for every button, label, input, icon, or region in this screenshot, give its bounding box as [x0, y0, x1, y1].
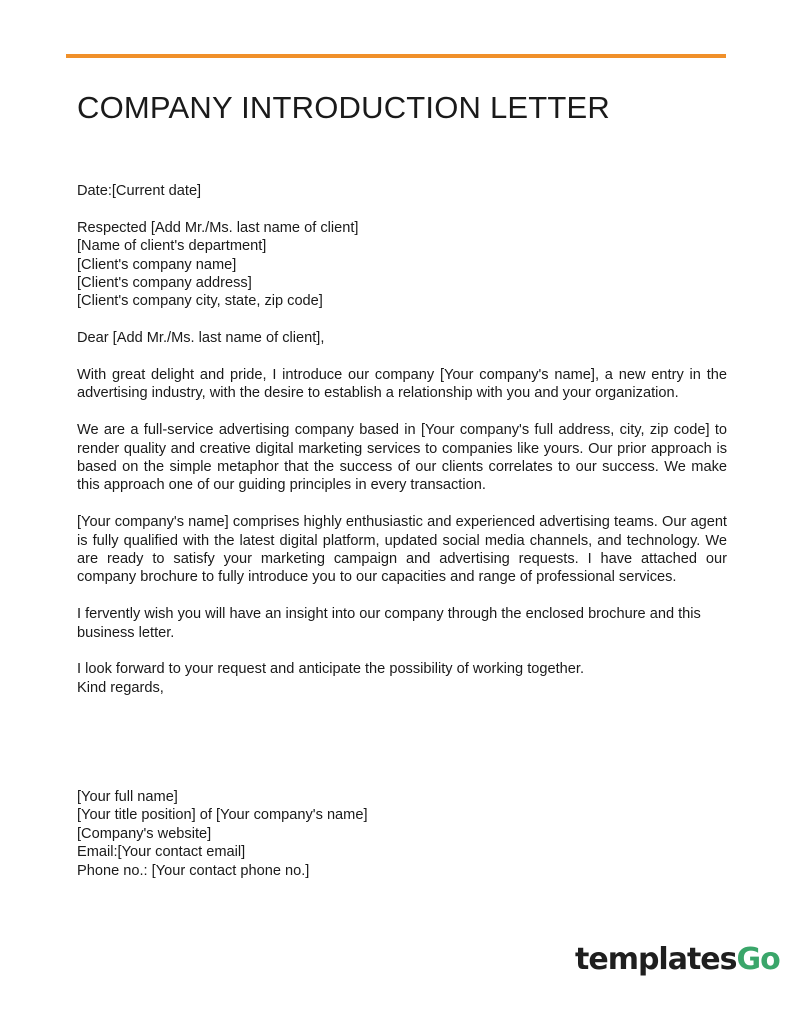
date-line: Date:[Current date] — [77, 183, 202, 199]
logo-text-go: Go — [736, 942, 780, 977]
sign-off: Kind regards, — [77, 679, 164, 696]
closing-line: I look forward to your request and anticipate the possibility of working together. — [77, 661, 585, 678]
signature-line: Email:[Your contact email] — [77, 844, 246, 861]
signature-line: [Your title position] of [Your company's name] — [77, 807, 368, 824]
closing-block — [77, 660, 727, 697]
signature-block — [77, 788, 368, 880]
logo-text-templates: templates — [575, 942, 737, 977]
recipient-line: [Client's company city, state, zip code] — [77, 293, 323, 310]
signature-line: Phone no.: [Your contact phone no.] — [77, 862, 310, 879]
body-paragraph: I fervently wish you will have an insight into our company through the enclosed brochure and this business letter. — [77, 606, 701, 641]
signature-line: [Your full name] — [77, 789, 178, 805]
signature-line: [Company's website] — [77, 825, 212, 842]
letter-title: COMPANY INTRODUCTION LETTER — [77, 90, 611, 125]
templatesgo-logo — [575, 942, 780, 977]
body-paragraph: [Your company's name] comprises highly enthusiastic and experienced advertising teams. Our agent is fully qualified with the latest digital platform, updated social media channels, and technology. We are ready to satisfy your marketing campaign and advertising requests. I have attached our company brochure to fully introduce you to our capacities and range of professional services. — [77, 514, 727, 586]
recipient-line: [Name of client's department] — [77, 238, 267, 255]
body-paragraph: With great delight and pride, I introduce our company [Your company's name], a new entry in the advertising industry, with the desire to establish a relationship with you and your organization. — [77, 367, 727, 402]
salutation: Dear [Add Mr./Ms. last name of client], — [77, 330, 325, 347]
letter-body — [77, 182, 727, 697]
header-accent-rule — [66, 54, 726, 58]
recipient-line: [Client's company name] — [77, 256, 237, 273]
recipient-line: [Client's company address] — [77, 275, 252, 292]
body-paragraph: We are a full-service advertising company based in [Your company's full address, city, zip code] to render quality and creative digital marketing services to companies like yours. Our prior approach is based on the simple metaphor that the success of our clients correlates to our success. We make this approach one of our guiding principles in every transaction. — [77, 422, 727, 494]
recipient-block — [77, 219, 727, 311]
recipient-line: Respected [Add Mr./Ms. last name of client] — [77, 219, 359, 236]
